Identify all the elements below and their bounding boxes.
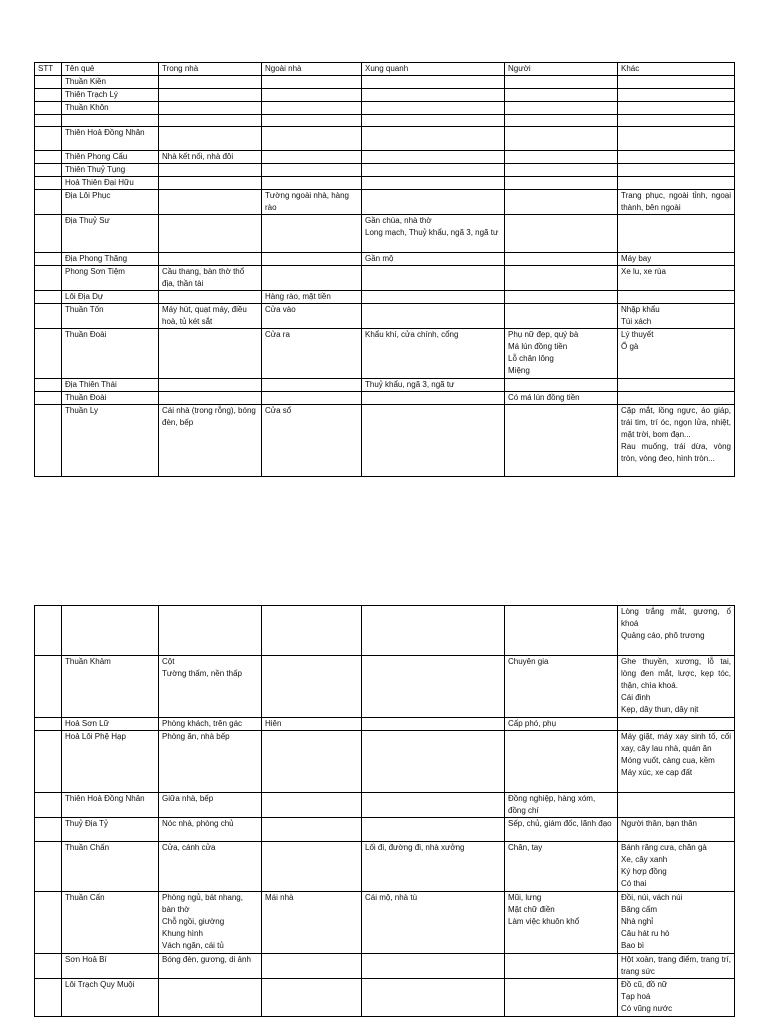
cell-stt <box>35 818 62 842</box>
cell-nguoi <box>505 177 618 190</box>
cell-trong-nha: Giữa nhà, bếp <box>159 793 262 818</box>
cell-khac: Cặp mắt, lồng ngực, áo giáp, trái tim, trí óc, ngọn lửa, nhiệt, mặt trời, bom đạn... Rau muống, trái dừa, vòng tròn, vòng đeo, hình tròn... <box>618 405 735 477</box>
cell-stt <box>35 164 62 177</box>
cell-nguoi <box>505 215 618 253</box>
cell-khac <box>618 291 735 304</box>
cell-xung-quanh <box>362 151 505 164</box>
cell-trong-nha <box>159 115 262 127</box>
cell-trong-nha <box>159 190 262 215</box>
cell-ten-que: Địa Lôi Phục <box>62 190 159 215</box>
cell-khac: Ghe thuyền, xương, lỗ tai, lòng đen mắt, lược, kẹp tóc, thận, chìa khoá. Cái đinh Kẹp, dây thun, dây nịt <box>618 656 735 718</box>
cell-xung-quanh <box>362 127 505 151</box>
cell-khac <box>618 127 735 151</box>
table-row <box>35 215 735 253</box>
table-row <box>35 164 735 177</box>
cell-ten-que: Thuần Đoài <box>62 392 159 405</box>
cell-stt <box>35 266 62 291</box>
table-row <box>35 731 735 793</box>
cell-khac: Khác <box>618 63 735 76</box>
cell-trong-nha: Bóng đèn, gương, di ảnh <box>159 954 262 979</box>
cell-xung-quanh <box>362 392 505 405</box>
cell-stt <box>35 329 62 379</box>
cell-khac <box>618 793 735 818</box>
cell-trong-nha: Máy hút, quạt máy, điều hoà, tủ két sắt <box>159 304 262 329</box>
cell-ngoai-nha: Mái nhà <box>262 892 362 954</box>
cell-stt <box>35 115 62 127</box>
cell-ngoai-nha: Hàng rào, mặt tiền <box>262 291 362 304</box>
cell-stt <box>35 793 62 818</box>
cell-trong-nha: Cột Tường thấm, nền thấp <box>159 656 262 718</box>
cell-nguoi <box>505 266 618 291</box>
table-row <box>35 405 735 477</box>
cell-stt <box>35 253 62 266</box>
cell-trong-nha: Phòng khách, trên gác <box>159 718 262 731</box>
cell-xung-quanh <box>362 115 505 127</box>
cell-khac: Bánh răng cưa, chân gà Xe, cây xanh Ký hợp đồng Có thai <box>618 842 735 892</box>
cell-khac <box>618 151 735 164</box>
cell-stt <box>35 656 62 718</box>
cell-xung-quanh <box>362 818 505 842</box>
cell-nguoi <box>505 253 618 266</box>
cell-stt: STT <box>35 63 62 76</box>
cell-ngoai-nha <box>262 127 362 151</box>
cell-xung-quanh <box>362 177 505 190</box>
table-row <box>35 954 735 979</box>
cell-xung-quanh <box>362 89 505 102</box>
cell-nguoi: Người <box>505 63 618 76</box>
cell-xung-quanh: Gần chùa, nhà thờ Long mạch, Thuỷ khẩu, ngã 3, ngã tư <box>362 215 505 253</box>
cell-trong-nha <box>159 606 262 656</box>
cell-ten-que: Địa Thuỷ Sư <box>62 215 159 253</box>
cell-xung-quanh <box>362 76 505 89</box>
cell-nguoi: Chân, tay <box>505 842 618 892</box>
cell-ten-que: Thuỷ Địa Tỷ <box>62 818 159 842</box>
cell-nguoi <box>505 190 618 215</box>
cell-trong-nha <box>159 392 262 405</box>
cell-khac: Trang phục, ngoài tỉnh, ngoại thành, bên ngoài <box>618 190 735 215</box>
cell-xung-quanh <box>362 793 505 818</box>
cell-ten-que: Hoả Sơn Lữ <box>62 718 159 731</box>
cell-xung-quanh: Gần mộ <box>362 253 505 266</box>
cell-trong-nha <box>159 253 262 266</box>
cell-ngoai-nha: Cửa ra <box>262 329 362 379</box>
cell-trong-nha <box>159 177 262 190</box>
cell-khac: Người thân, bạn thân <box>618 818 735 842</box>
cell-nguoi <box>505 379 618 392</box>
cell-stt <box>35 379 62 392</box>
cell-ngoai-nha <box>262 164 362 177</box>
table-row <box>35 656 735 718</box>
cell-ten-que: Thiên Hoả Đồng Nhân <box>62 127 159 151</box>
cell-ten-que: Hoả Thiên Đại Hữu <box>62 177 159 190</box>
cell-khac: Lý thuyết Ổ gà <box>618 329 735 379</box>
cell-khac <box>618 89 735 102</box>
cell-khac: Máy bay <box>618 253 735 266</box>
cell-khac: Máy giặt, máy xay sinh tố, cối xay, cây lau nhà, quán ăn Móng vuốt, càng cua, kềm Máy xúc, xe cạp đất <box>618 731 735 793</box>
cell-trong-nha: Nóc nhà, phòng chủ <box>159 818 262 842</box>
cell-ten-que: Lôi Trạch Quy Muội <box>62 979 159 1017</box>
cell-xung-quanh <box>362 164 505 177</box>
cell-xung-quanh: Xung quanh <box>362 63 505 76</box>
table-row <box>35 151 735 164</box>
cell-ngoai-nha <box>262 379 362 392</box>
cell-ten-que: Phong Sơn Tiệm <box>62 266 159 291</box>
cell-ngoai-nha <box>262 392 362 405</box>
cell-trong-nha <box>159 329 262 379</box>
cell-khac <box>618 392 735 405</box>
cell-xung-quanh: Lối đi, đường đi, nhà xưởng <box>362 842 505 892</box>
cell-xung-quanh <box>362 190 505 215</box>
cell-trong-nha: Cái nhà (trong rỗng), bóng đèn, bếp <box>159 405 262 477</box>
cell-xung-quanh <box>362 979 505 1017</box>
cell-stt <box>35 979 62 1017</box>
cell-stt <box>35 405 62 477</box>
table-row <box>35 115 735 127</box>
cell-trong-nha: Cửa, cánh cửa <box>159 842 262 892</box>
cell-xung-quanh <box>362 954 505 979</box>
table-bottom <box>34 605 735 1017</box>
cell-ten-que: Thuần Chấn <box>62 842 159 892</box>
cell-nguoi: Có má lún đồng tiền <box>505 392 618 405</box>
cell-trong-nha: Cầu thang, bàn thờ thổ địa, thần tài <box>159 266 262 291</box>
table-row <box>35 89 735 102</box>
cell-ten-que: Thuần Kiền <box>62 76 159 89</box>
cell-ten-que: Sơn Hoả Bí <box>62 954 159 979</box>
cell-ngoai-nha <box>262 115 362 127</box>
cell-trong-nha <box>159 379 262 392</box>
cell-ngoai-nha <box>262 76 362 89</box>
cell-trong-nha <box>159 215 262 253</box>
cell-khac <box>618 102 735 115</box>
cell-trong-nha <box>159 89 262 102</box>
cell-ngoai-nha <box>262 793 362 818</box>
cell-stt <box>35 731 62 793</box>
cell-nguoi <box>505 102 618 115</box>
cell-trong-nha <box>159 102 262 115</box>
cell-stt <box>35 892 62 954</box>
cell-stt <box>35 151 62 164</box>
cell-trong-nha: Nhà kết nối, nhà đôi <box>159 151 262 164</box>
cell-ngoai-nha <box>262 954 362 979</box>
table-row <box>35 718 735 731</box>
table-header-row <box>35 63 735 76</box>
cell-trong-nha <box>159 127 262 151</box>
cell-ten-que: Địa Thiên Thái <box>62 379 159 392</box>
cell-nguoi <box>505 304 618 329</box>
cell-ngoai-nha: Ngoài nhà <box>262 63 362 76</box>
cell-ten-que: Hoả Lôi Phệ Hạp <box>62 731 159 793</box>
cell-stt <box>35 304 62 329</box>
cell-stt <box>35 842 62 892</box>
cell-ngoai-nha: Cửa sổ <box>262 405 362 477</box>
cell-khac <box>618 379 735 392</box>
cell-nguoi: Phụ nữ đẹp, quý bà Má lún đồng tiền Lỗ chân lông Miệng <box>505 329 618 379</box>
cell-stt <box>35 606 62 656</box>
cell-ten-que: Thuần Khảm <box>62 656 159 718</box>
table-row <box>35 818 735 842</box>
table-row <box>35 266 735 291</box>
cell-stt <box>35 291 62 304</box>
cell-khac: Lòng trắng mắt, gương, ổ khoá Quảng cáo, phô trương <box>618 606 735 656</box>
cell-nguoi <box>505 291 618 304</box>
cell-ngoai-nha <box>262 979 362 1017</box>
cell-ten-que <box>62 115 159 127</box>
cell-ten-que: Thiên Thuỷ Tụng <box>62 164 159 177</box>
cell-nguoi: Cấp phó, phụ <box>505 718 618 731</box>
cell-ngoai-nha <box>262 818 362 842</box>
table-row <box>35 304 735 329</box>
cell-nguoi: Mũi, lưng Mặt chữ điền Làm việc khuôn khổ <box>505 892 618 954</box>
table-row <box>35 392 735 405</box>
cell-xung-quanh <box>362 405 505 477</box>
cell-khac <box>618 164 735 177</box>
cell-stt <box>35 718 62 731</box>
cell-ten-que <box>62 606 159 656</box>
cell-stt <box>35 89 62 102</box>
table-row <box>35 102 735 115</box>
cell-ngoai-nha: Tường ngoài nhà, hàng rào <box>262 190 362 215</box>
cell-xung-quanh: Thuỷ khẩu, ngã 3, ngã tư <box>362 379 505 392</box>
cell-ngoai-nha <box>262 656 362 718</box>
cell-xung-quanh <box>362 266 505 291</box>
cell-xung-quanh <box>362 291 505 304</box>
cell-nguoi <box>505 89 618 102</box>
cell-ngoai-nha <box>262 606 362 656</box>
cell-khac: Hột xoàn, trang điểm, trang trí, trang sức <box>618 954 735 979</box>
cell-ngoai-nha <box>262 253 362 266</box>
table-row <box>35 190 735 215</box>
cell-khac: Xe lu, xe rùa <box>618 266 735 291</box>
cell-stt <box>35 127 62 151</box>
cell-xung-quanh <box>362 304 505 329</box>
cell-ten-que: Lôi Địa Dự <box>62 291 159 304</box>
cell-xung-quanh: Cái mộ, nhà tù <box>362 892 505 954</box>
cell-ten-que: Thiên Phong Cấu <box>62 151 159 164</box>
cell-ngoai-nha: Hiên <box>262 718 362 731</box>
cell-stt <box>35 76 62 89</box>
cell-trong-nha: Phòng ăn, nhà bếp <box>159 731 262 793</box>
cell-nguoi <box>505 164 618 177</box>
cell-ngoai-nha <box>262 151 362 164</box>
cell-nguoi <box>505 606 618 656</box>
cell-xung-quanh <box>362 606 505 656</box>
cell-ten-que: Thiên Trạch Lý <box>62 89 159 102</box>
cell-nguoi: Đồng nghiệp, hàng xóm, đồng chí <box>505 793 618 818</box>
cell-nguoi <box>505 127 618 151</box>
cell-nguoi: Chuyên gia <box>505 656 618 718</box>
cell-khac <box>618 115 735 127</box>
cell-ten-que: Thuần Khôn <box>62 102 159 115</box>
cell-xung-quanh <box>362 656 505 718</box>
cell-xung-quanh <box>362 731 505 793</box>
cell-nguoi <box>505 151 618 164</box>
cell-ngoai-nha <box>262 89 362 102</box>
cell-khac <box>618 718 735 731</box>
table-row <box>35 892 735 954</box>
cell-nguoi <box>505 115 618 127</box>
table-row <box>35 379 735 392</box>
cell-ngoai-nha <box>262 177 362 190</box>
table-row <box>35 177 735 190</box>
table-row <box>35 291 735 304</box>
cell-trong-nha <box>159 76 262 89</box>
table-row <box>35 842 735 892</box>
cell-ten-que: Thuần Đoài <box>62 329 159 379</box>
cell-nguoi <box>505 76 618 89</box>
cell-khac: Nhập khẩu Túi xách <box>618 304 735 329</box>
table-row <box>35 76 735 89</box>
table-row <box>35 793 735 818</box>
cell-ngoai-nha <box>262 215 362 253</box>
cell-nguoi: Sếp, chủ, giám đốc, lãnh đạo <box>505 818 618 842</box>
cell-ten-que: Địa Phong Thăng <box>62 253 159 266</box>
cell-nguoi <box>505 405 618 477</box>
cell-xung-quanh <box>362 718 505 731</box>
cell-ten-que: Tên quẻ <box>62 63 159 76</box>
cell-stt <box>35 102 62 115</box>
cell-khac: Đồ cũ, đồ nữ Tạp hoá Có vũng nước <box>618 979 735 1017</box>
cell-khac <box>618 76 735 89</box>
cell-khac <box>618 177 735 190</box>
cell-xung-quanh: Khẩu khí, cửa chính, cổng <box>362 329 505 379</box>
table-row <box>35 329 735 379</box>
cell-stt <box>35 190 62 215</box>
cell-stt <box>35 954 62 979</box>
cell-ten-que: Thuần Tốn <box>62 304 159 329</box>
cell-ten-que: Thuần Cấn <box>62 892 159 954</box>
cell-ngoai-nha: Cửa vào <box>262 304 362 329</box>
cell-trong-nha <box>159 979 262 1017</box>
table-row <box>35 127 735 151</box>
cell-trong-nha: Trong nhà <box>159 63 262 76</box>
cell-khac: Đồi, núi, vách núi Băng cấm Nhà nghỉ Câu hát ru hò Bao bì <box>618 892 735 954</box>
cell-ngoai-nha <box>262 731 362 793</box>
cell-nguoi <box>505 954 618 979</box>
cell-trong-nha <box>159 291 262 304</box>
cell-ngoai-nha <box>262 842 362 892</box>
cell-khac <box>618 215 735 253</box>
cell-trong-nha <box>159 164 262 177</box>
cell-stt <box>35 177 62 190</box>
cell-ten-que: Thuần Ly <box>62 405 159 477</box>
cell-stt <box>35 215 62 253</box>
cell-nguoi <box>505 979 618 1017</box>
cell-nguoi <box>505 731 618 793</box>
cell-stt <box>35 392 62 405</box>
cell-ngoai-nha <box>262 102 362 115</box>
table-row <box>35 606 735 656</box>
cell-trong-nha: Phòng ngủ, bát nhang, bàn thờ Chỗ ngồi, giường Khung hình Vách ngăn, cái tủ <box>159 892 262 954</box>
table-row <box>35 253 735 266</box>
cell-xung-quanh <box>362 102 505 115</box>
cell-ngoai-nha <box>262 266 362 291</box>
table-top <box>34 62 735 477</box>
cell-ten-que: Thiên Hoả Đồng Nhân <box>62 793 159 818</box>
table-row <box>35 979 735 1017</box>
